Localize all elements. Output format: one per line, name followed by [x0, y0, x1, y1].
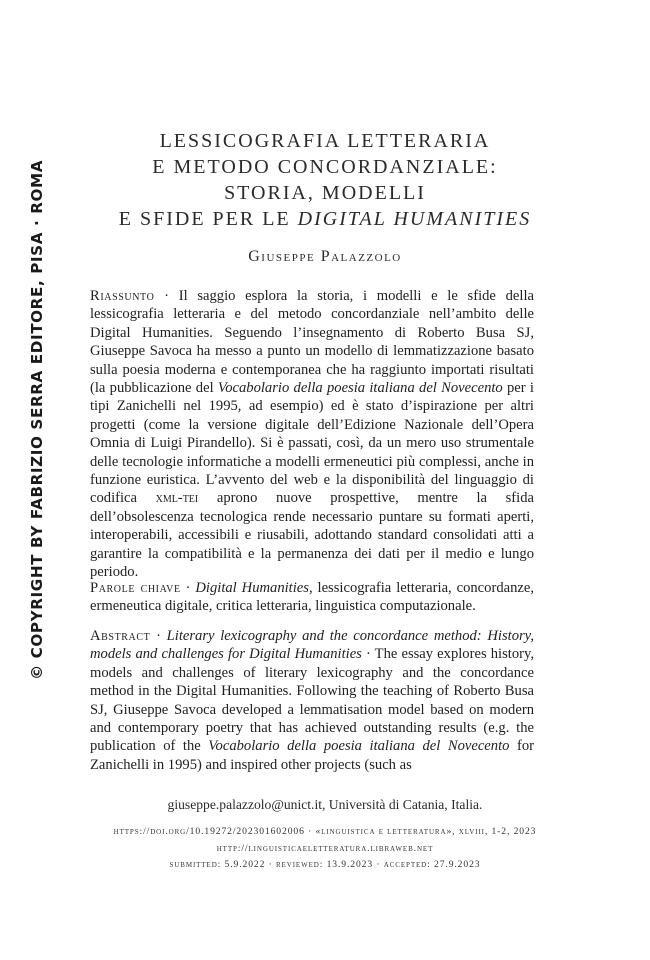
- riassunto-xml-tei: xml-tei: [155, 490, 199, 507]
- title-line-1: LESSICOGRAFIA LETTERARIA: [159, 130, 491, 152]
- author-name: Giuseppe Palazzolo: [248, 248, 402, 265]
- parole-chiave-label: Parole chiave: [90, 580, 181, 596]
- abstract-label: Abstract: [90, 628, 151, 644]
- footer-dates-line: submitted: 5.9.2022 · reviewed: 13.9.2023 · accepted: 27.9.2023: [169, 859, 481, 870]
- title-line-2: E METODO CONCORDANZIALE:: [152, 156, 498, 178]
- riassunto-text-2: per i tipi Zanichelli nel 1995, ad esempio) ed è stato d’ispirazione per altri progetti (come la versione digitale dell’Edizione Nazionale dell’Opera Omnia di Luigi Pirandello). Si è passati, così, da un mero uso strumentale delle tecnologie informatiche a modelli ermeneutici più complessi, anche in funzione euristica. L’avvento del web e la disponibilità del linguaggio di codifica: [90, 380, 534, 507]
- abstract-separator: ·: [150, 628, 167, 644]
- author-affiliation: giuseppe.palazzolo@unict.it, Università di Catania, Italia.: [167, 797, 483, 812]
- footer-doi-line: https://doi.org/10.19272/202301602006 · «linguistica e letteratura», xlviii, 1-2, 2023: [113, 826, 537, 837]
- abstract-italic-title: Vocabolario della poesia italiana del Novecento: [208, 738, 510, 755]
- copyright-sidebar: © COPYRIGHT BY FABRIZIO SERRA EDITORE, PISA · ROMA: [28, 159, 46, 680]
- article-title-block: [90, 128, 560, 266]
- title-line-4-italic: DIGITAL HUMANITIES: [297, 208, 532, 230]
- footer-website-line: http://linguisticaeletteratura.libraweb.net: [216, 843, 434, 854]
- abstract-english-title: Literary lexicography and the concordance method: History, models and challenges for Digital Humanities: [90, 628, 534, 663]
- title-line-3: STORIA, MODELLI: [224, 182, 426, 204]
- riassunto-label: Riassunto: [90, 288, 155, 304]
- title-line-4: [90, 206, 560, 232]
- riassunto-paragraph: [90, 287, 534, 582]
- abstract-text-1: The essay explores history, models and challenges of literary lexicography and the concordance method in the Digital Humanities. Following the teaching of Roberto Busa SJ, Giuseppe Savoca developed a lemmatisation model based on modern and contemporary poetry that has achieved outstanding results (e.g. the publication of the: [90, 646, 534, 755]
- parole-chiave-italic: Digital Humanities: [195, 580, 309, 596]
- parole-chiave-text: , lessicografia letteraria, concordanze, ermeneutica digitale, critica letteraria, linguistica computazionale.: [90, 580, 534, 615]
- riassunto-text-1: Il saggio esplora la storia, i modelli e le sfide della lessicografia letteraria e del metodo concordanziale nell’ambito delle Digital Humanities. Seguendo l’insegnamento di Roberto Busa SJ, Giuseppe Savoca ha messo a punto un modello di lemmatizzazione basato sulla poesia moderna e contemporanea che ha raggiunto importati risultati (la pubblicazione del: [90, 288, 534, 397]
- riassunto-italic-title: Vocabolario della poesia italiana del Novecento: [217, 380, 503, 397]
- riassunto-text-3: aprono nuove prospettive, mentre la sfida dell’obsolescenza tecnologica rende necessario puntare su formati aperti, interoperabili, accessibili e riusabili, adottando standard consolidati atti a garantire la compatibilità e la permanenza dei dati per il medio e lungo periodo.: [90, 490, 534, 581]
- parole-chiave-separator: ·: [180, 580, 196, 596]
- abstract-paragraph: [90, 627, 534, 774]
- title-line-4-prefix: E SFIDE PER LE: [118, 208, 298, 230]
- abstract-text-2: for Zanichelli in 1995) and inspired other projects (such as: [90, 738, 534, 773]
- abstract-separator-2: ·: [361, 646, 375, 663]
- parole-chiave-paragraph: [90, 579, 534, 616]
- riassunto-separator: ·: [154, 288, 179, 304]
